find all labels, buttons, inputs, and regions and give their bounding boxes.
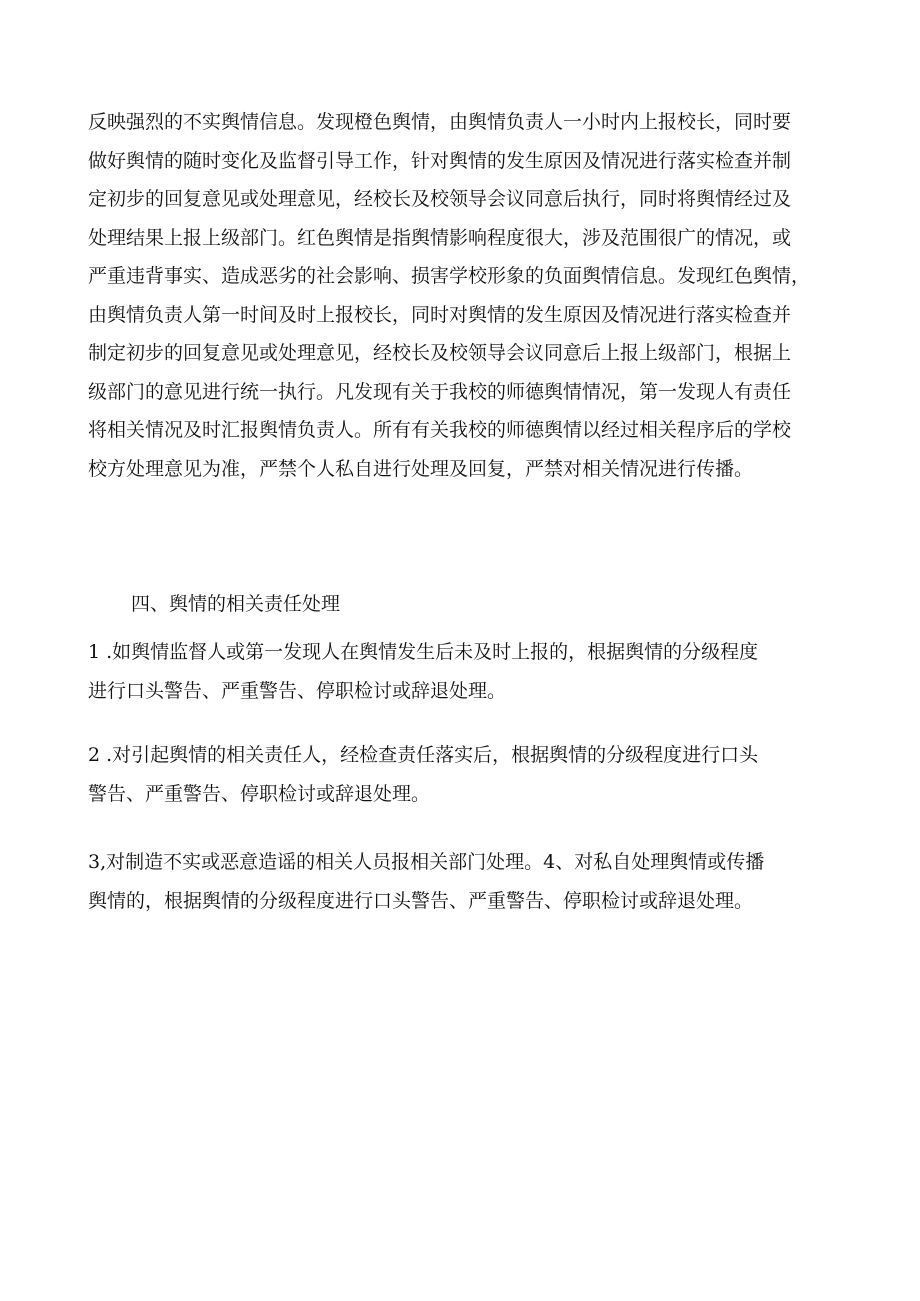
paragraph-line: 制定初步的回复意见或处理意见，经校长及校领导会议同意后上报上级部门，根据上 [88,342,792,364]
paragraph-line: 严重违背事实、造成恶劣的社会影响、损害学校形象的负面舆情信息。发现红色舆情， [88,265,811,287]
list-item-line: 1 .如舆情监督人或第一发现人在舆情发生后未及时上报的，根据舆情的分级程度 [88,641,759,663]
list-item-line: 进行口头警告、严重警告、停职检讨或辞退处理。 [88,679,507,702]
paragraph-line: 级部门的意见进行统一执行。凡发现有关于我校的师德舆情情况，第一发现人有责任 [88,380,792,403]
section-heading-text: 四、舆情的相关责任处理 [131,593,341,615]
body-paragraph [88,103,848,488]
paragraph-line: 处理结果上报上级部门。红色舆情是指舆情影响程度很大，涉及范围很广的情况，或 [88,226,792,249]
list-item-line: 警告、严重警告、停职检讨或辞退处理。 [88,782,431,805]
list-item-line: 舆情的，根据舆情的分级程度进行口头警告、严重警告、停职检讨或辞退处理。 [88,889,754,912]
paragraph-line: 将相关情况及时汇报舆情负责人。所有有关我校的师德舆情以经过相关程序后的学校 [88,419,792,441]
paragraph-line: 定初步的回复意见或处理意见，经校长及校领导会议同意后执行，同时将舆情经过及 [88,188,792,210]
list-item-line: 2 .对引起舆情的相关责任人，经检查责任落实后，根据舆情的分级程度进行口头 [88,744,759,766]
section-heading [131,585,891,624]
list-item [88,736,848,813]
list-item [88,633,848,710]
list-item [88,843,848,920]
list-item-line: 3,对制造不实或恶意造谣的相关人员报相关部门处理。4、对私自处理舆情或传播 [88,851,765,873]
paragraph-line: 做好舆情的随时变化及监督引导工作，针对舆情的发生原因及情况进行落实检查并制 [88,149,792,172]
paragraph-line: 由舆情负责人第一时间及时上报校长，同时对舆情的发生原因及情况进行落实检查并 [88,303,792,326]
paragraph-line: 反映强烈的不实舆情信息。发现橙色舆情，由舆情负责人一小时内上报校长，同时要 [88,111,792,133]
paragraph-line: 校方处理意见为准，严禁个人私自进行处理及回复，严禁对相关情况进行传播。 [88,457,754,480]
